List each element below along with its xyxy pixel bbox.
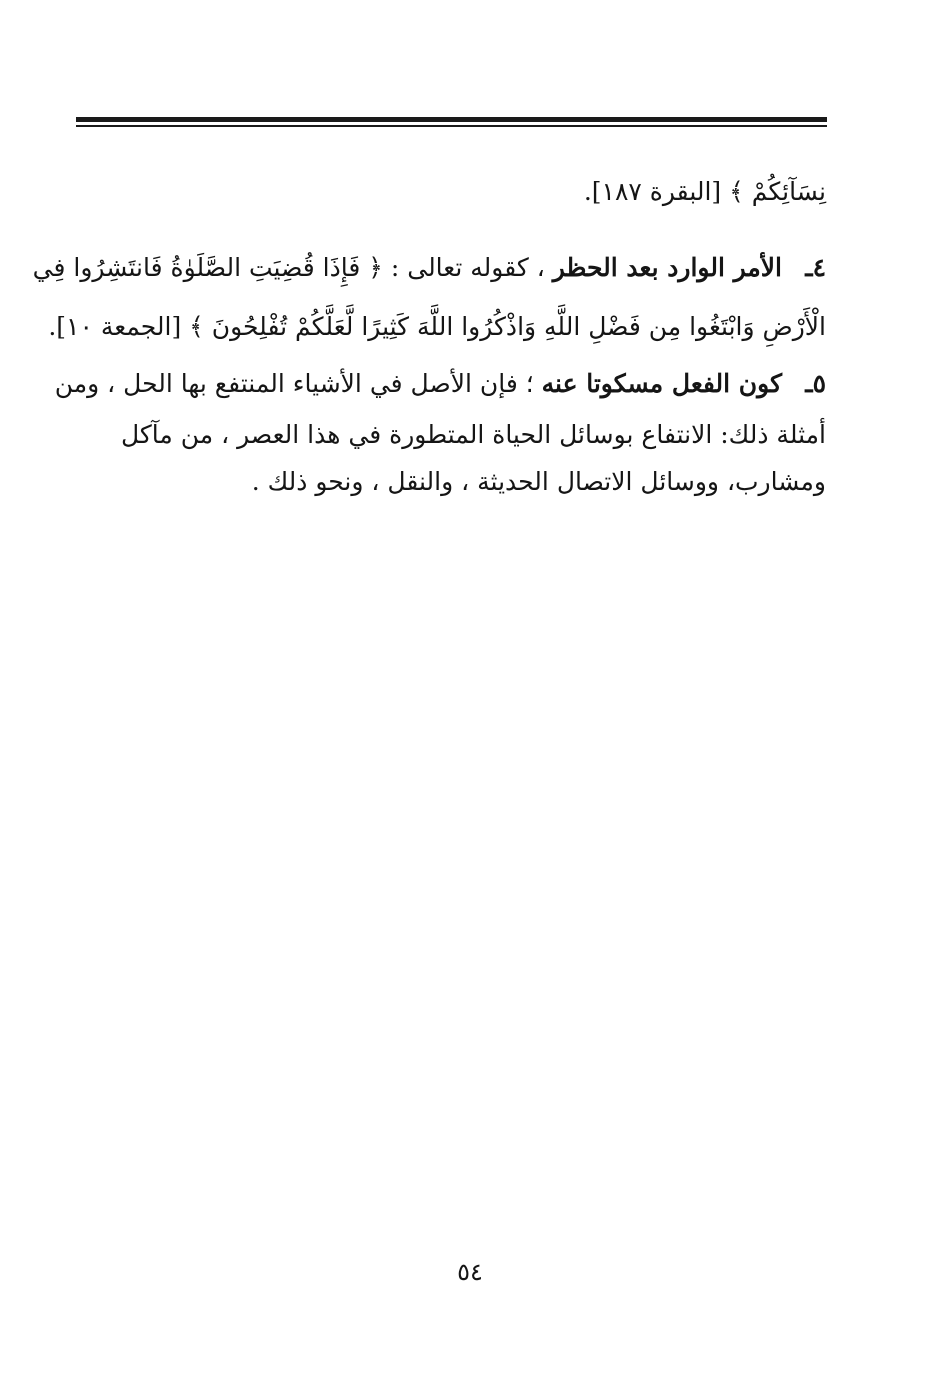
item-5-line-1-text: ؛ فإن الأصل في الأشياء المنتفع بها الحل ، ومن bbox=[54, 369, 534, 398]
item-5-line-3: ومشارب، ووسائل الاتصال الحديثة ، والنقل ، ونحو ذلك . bbox=[251, 467, 826, 496]
header-rule-thin bbox=[76, 125, 827, 127]
item-4-heading: الأمر الوارد بعد الحظر bbox=[552, 253, 782, 282]
page-number: ٥٤ bbox=[457, 1258, 483, 1286]
item-4-line-1 bbox=[33, 248, 782, 288]
item-4-line-1-text: ، كقوله تعالى : ﴿ فَإِذَا قُضِيَتِ الصَّلَوٰةُ فَانتَشِرُوا فِي bbox=[32, 253, 545, 282]
item-5-heading: كون الفعل مسكوتا عنه bbox=[541, 369, 782, 398]
item-4-line-2: الْأَرْضِ وَابْتَغُوا مِن فَضْلِ اللَّهِ وَاذْكُرُوا اللَّهَ كَثِيرًا لَّعَلَّكُمْ تُفْلِحُونَ ﴾ [الجمعة ١٠]. bbox=[48, 312, 826, 341]
item-4-marker: ٤ـ bbox=[805, 253, 826, 282]
item-5-marker: ٥ـ bbox=[805, 369, 826, 398]
item-5-line-2: أمثلة ذلك: الانتفاع بوسائل الحياة المتطورة في هذا العصر ، من مآكل bbox=[120, 420, 826, 449]
continuation-line: نِسَآئِكُمْ ﴾ [البقرة ١٨٧]. bbox=[583, 177, 826, 206]
item-5-line-1 bbox=[55, 364, 782, 404]
header-rule-thick bbox=[76, 117, 827, 122]
